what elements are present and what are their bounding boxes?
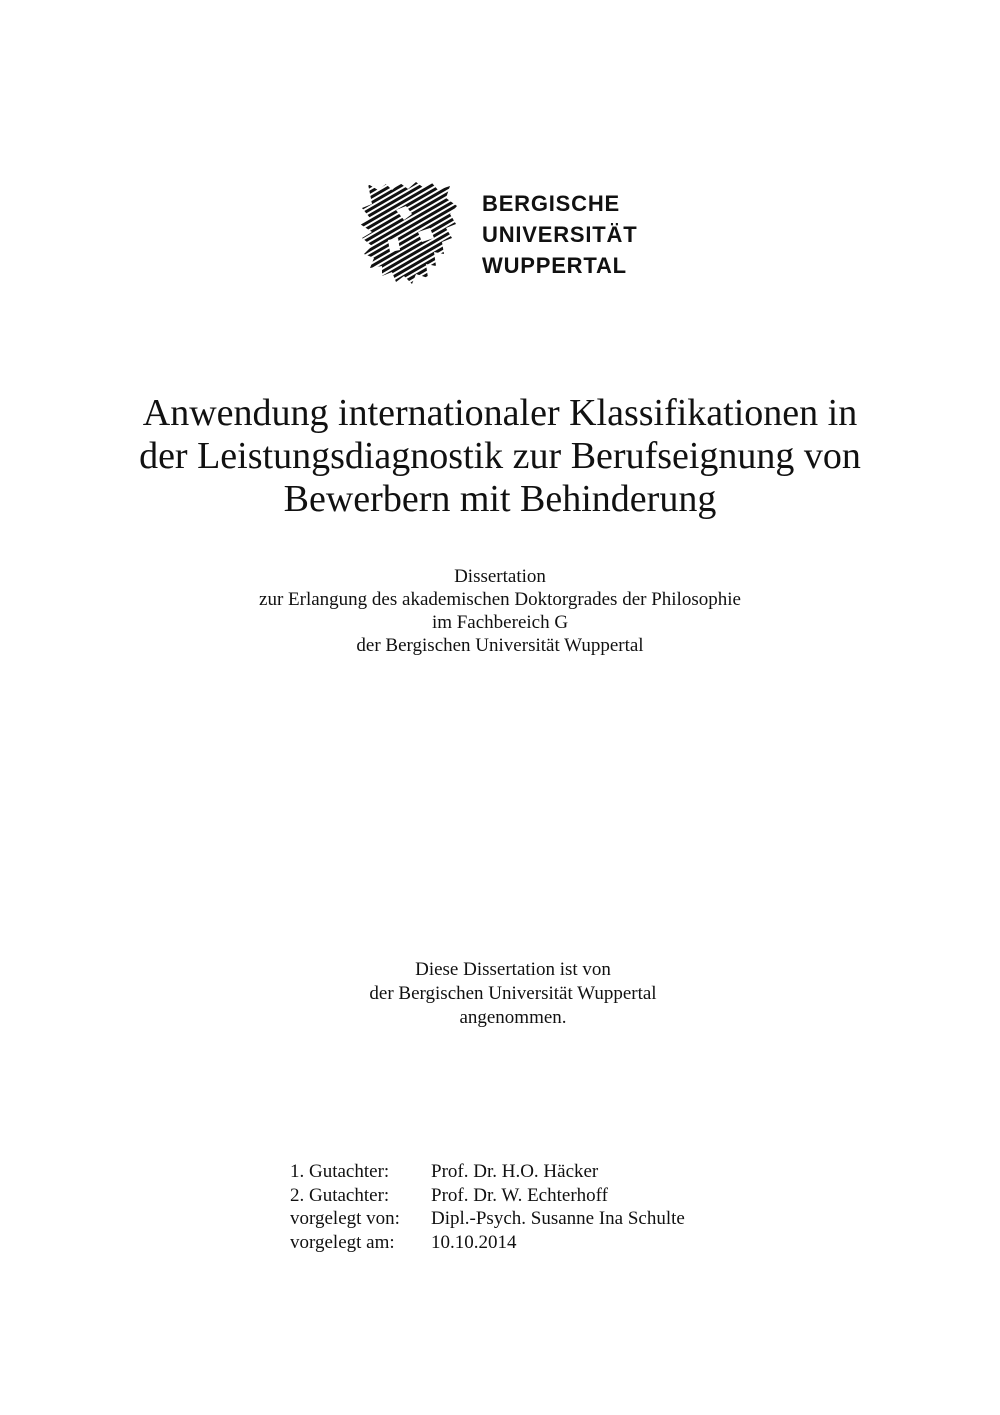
university-name-line-3: WUPPERTAL (482, 253, 627, 278)
referee-row-submitted-by (290, 1207, 685, 1231)
university-logo (358, 180, 658, 288)
description-line-3: im Fachbereich G (431, 612, 569, 633)
referee-label: vorgelegt am: (290, 1231, 395, 1253)
description-line-1: Dissertation (454, 566, 546, 587)
acceptance-line-3: angenommen. (459, 1007, 567, 1028)
dissertation-title (100, 392, 900, 521)
referee-row-submitted-on (290, 1231, 685, 1255)
lion-emblem-icon (358, 180, 464, 286)
description-line-4: der Bergischen Universität Wuppertal (356, 635, 644, 656)
referee-row-second-reviewer (290, 1184, 685, 1208)
title-line-2: der Leistungsdiagnostik zur Berufseignung von (139, 435, 861, 477)
description-line-2: zur Erlangung des akademischen Doktorgrades der Philosophie (259, 589, 741, 610)
acceptance-line-2: der Bergischen Universität Wuppertal (369, 983, 657, 1004)
referee-value: 10.10.2014 (431, 1231, 517, 1253)
acceptance-line-1: Diese Dissertation ist von (415, 959, 611, 980)
referee-label: 1. Gutachter: (290, 1161, 390, 1182)
university-name (482, 188, 637, 281)
title-line-1: Anwendung internationaler Klassifikationen in (142, 392, 858, 434)
referee-value: Prof. Dr. W. Echterhoff (431, 1184, 608, 1206)
referee-label: vorgelegt von: (290, 1208, 400, 1229)
referee-label: 2. Gutachter: (290, 1184, 390, 1206)
referee-value: Prof. Dr. H.O. Häcker (431, 1161, 599, 1182)
acceptance-notice (213, 958, 813, 1030)
dissertation-description (150, 565, 850, 657)
referee-row-first-reviewer (290, 1160, 685, 1184)
referee-table (290, 1160, 685, 1254)
title-line-3: Bewerbern mit Behinderung (283, 478, 717, 520)
university-name-line-2: UNIVERSITÄT (482, 222, 638, 247)
university-name-line-1: BERGISCHE (482, 191, 620, 216)
referee-value: Dipl.-Psych. Susanne Ina Schulte (431, 1208, 685, 1229)
